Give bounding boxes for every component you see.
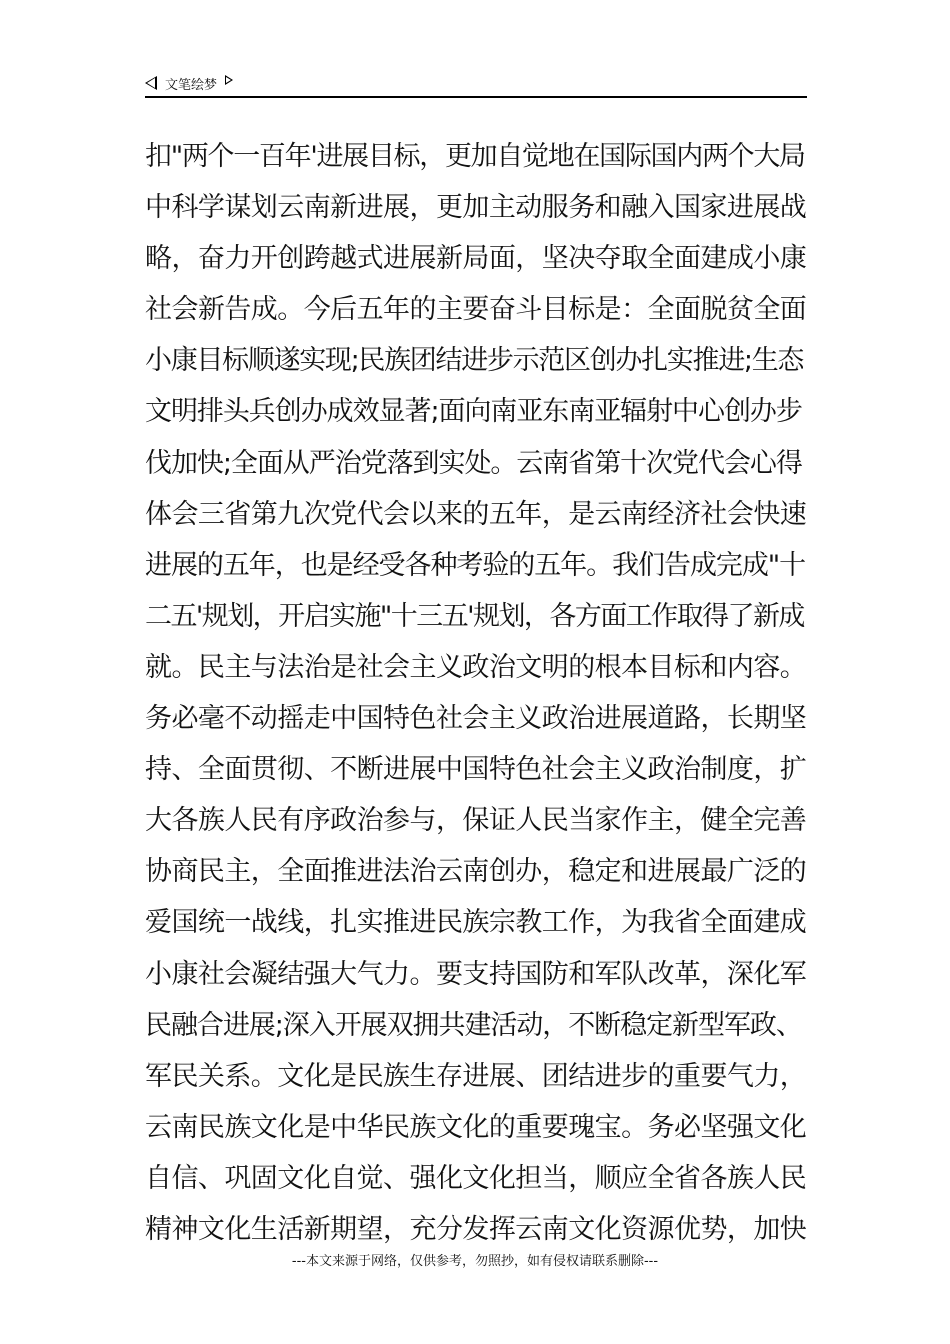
body-line: 略，奋力开创跨越式进展新局面，坚决夺取全面建成小康 (145, 243, 807, 275)
document-body (145, 131, 807, 1255)
header-title: 文笔绘梦 (165, 77, 218, 93)
body-line: 小康目标顺遂实现;民族团结进步示范区创办扎实推进;生态 (145, 345, 804, 377)
body-line: 军民关系。文化是民族生存进展、团结进步的重要气力， (145, 1060, 807, 1092)
body-line: 文明排头兵创办成效显著;面向南亚东南亚辐射中心创办步 (145, 396, 802, 428)
body-line: 小康社会凝结强大气力。要支持国防和军队改革，深化军 (145, 958, 807, 990)
body-line: 伐加快;全面从严治党落到实处。云南省第十次党代会心得 (145, 447, 802, 479)
body-line: 持、全面贯彻、不断进展中国特色社会主义政治制度，扩 (145, 754, 807, 786)
body-line: 协商民主，全面推进法治云南创办，稳定和进展最广泛的 (145, 856, 807, 888)
body-line: 社会新告成。今后五年的主要奋斗目标是：全面脱贫全面 (145, 294, 807, 326)
body-line: 大各族人民有序政治参与，保证人民当家作主，健全完善 (145, 805, 807, 837)
body-line: 二五'规划，开启实施"十三五'规划，各方面工作取得了新成 (145, 600, 804, 632)
footer-disclaimer: ---本文来源于网络，仅供参考，勿照抄，如有侵权请联系删除--- (291, 1254, 659, 1269)
page-header (145, 72, 807, 98)
body-line: 务必毫不动摇走中国特色社会主义政治进展道路，长期坚 (145, 703, 807, 735)
triangle-left-icon (145, 76, 157, 90)
body-line: 民融合进展;深入开展双拥共建活动，不断稳定新型军政、 (145, 1009, 802, 1041)
body-line: 体会三省第九次党代会以来的五年，是云南经济社会快速 (145, 498, 807, 530)
body-line: 就。民主与法治是社会主义政治文明的根本目标和内容。 (145, 651, 807, 683)
body-line: 中科学谋划云南新进展，更加主动服务和融入国家进展战 (145, 192, 807, 224)
body-line: 进展的五年，也是经受各种考验的五年。我们告成完成"十 (145, 549, 806, 581)
body-line: 爱国统一战线，扎实推进民族宗教工作，为我省全面建成 (145, 907, 807, 939)
body-line: 扣"两个一百年'进展目标，更加自觉地在国际国内两个大局 (145, 141, 805, 172)
body-line: 云南民族文化是中华民族文化的重要瑰宝。务必坚强文化 (145, 1111, 807, 1143)
triangle-right-icon (225, 75, 233, 85)
header-content (145, 72, 807, 94)
body-line: 自信、巩固文化自觉、强化文化担当，顺应全省各族人民 (145, 1162, 807, 1194)
body-line: 精神文化生活新期望，充分发挥云南文化资源优势，加快 (145, 1213, 807, 1245)
